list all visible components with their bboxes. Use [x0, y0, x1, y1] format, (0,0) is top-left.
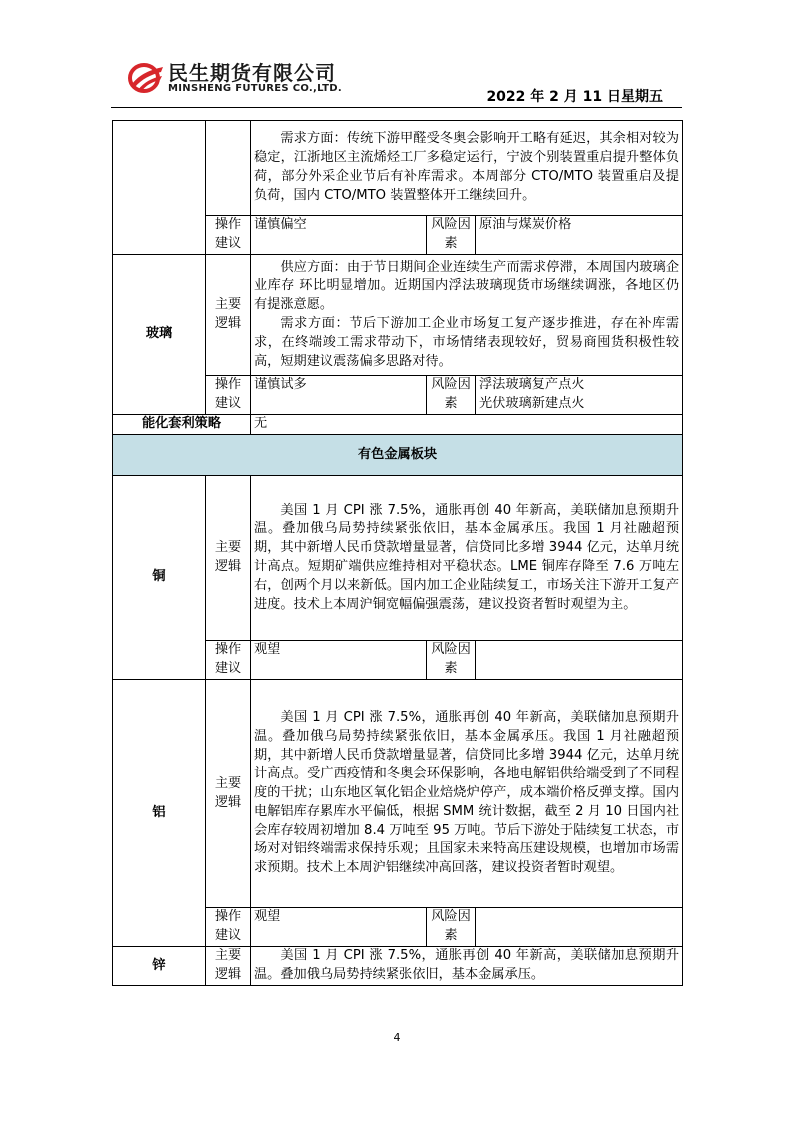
zinc-name: 锌 [113, 947, 206, 986]
aluminum-logic-row [113, 680, 683, 908]
methanol-name-cell [113, 121, 206, 255]
copper-risk-label: 风险因素 [427, 641, 476, 680]
company-name-en: MINSHENG FUTURES CO.,LTD. [168, 83, 342, 94]
glass-op-value: 谨慎试多 [251, 376, 427, 415]
glass-risk-value-2: 光伏玻璃新建点火 [479, 395, 585, 411]
company-logo [128, 57, 368, 99]
copper-logic-row [113, 476, 683, 641]
copper-name: 铜 [113, 476, 206, 680]
copper-op-label: 操作建议 [206, 641, 251, 680]
methanol-logic-text: 需求方面：传统下游甲醛受冬奥会影响开工略有延迟，其余相对较为稳定，江浙地区主流烯烃工厂多稳定运行，宁波个别装置重启提升整体负荷，部分外采企业节后有补库需求。本周部分 CTO/MTO 装置重启及提负荷，国内 CTO/MTO 装置整体开工继续回升。 [251, 121, 683, 216]
aluminum-logic-text: 美国 1 月 CPI 涨 7.5%，通胀再创 40 年新高，美联储加息预期升温。叠加俄乌局势持续紧张依旧，基本金属承压。我国 1 月社融超预期，其中新增人民币贷款增量显著，信贷同比多增 3944 亿元，达单月统计高点。受广西疫情和冬奥会环保影响，各地电解铝供给端受到了不同程度的干扰；山东地区氧化铝企业焙烧炉停产，成本端价格反弹支撑。国内电解铝库存累库水平偏低，根据 SMM 统计数据，截至 2 月 10 日国内社会库存较周初增加 8.4 万吨至 95 万吨。节后下游处于陆续复工状态，市场对对铝终端需求保持乐观；且国家未来特高压建设规模，也增加市场需求预期。技术上本周沪铝继续冲高回落，建议投资者暂时观望。 [251, 680, 683, 908]
glass-logic-label: 主要逻辑 [206, 255, 251, 376]
sector-title: 有色金属板块 [113, 435, 683, 476]
copper-logic-text: 美国 1 月 CPI 涨 7.5%，通胀再创 40 年新高，美联储加息预期升温。叠加俄乌局势持续紧张依旧，基本金属承压。我国 1 月社融超预期，其中新增人民币贷款增量显著，信贷同比多增 3944 亿元，达单月统计高点。短期矿端供应维持相对平稳状态。LME 铜库存降至 7.6 万吨左右，创两个月以来新低。国内加工企业陆续复工，市场关注下游开工复产进度。技术上本周沪铜宽幅偏强震荡，建议投资者暂时观望为主。 [251, 476, 683, 641]
glass-name: 玻璃 [113, 255, 206, 415]
glass-logic-row [113, 255, 683, 376]
aluminum-op-label: 操作建议 [206, 908, 251, 947]
energy-arb-label: 能化套利策略 [113, 415, 251, 435]
glass-supply-text: 供应方面：由于节日期间企业连续生产而需求停滞，本周国内玻璃企业库存 环比明显增加。近期国内浮法玻璃现货市场继续调涨，各地区仍有提涨意愿。 [254, 259, 680, 313]
methanol-risk-value: 原油与煤炭价格 [476, 216, 683, 255]
company-name-cn: 民生期货有限公司 [168, 61, 336, 85]
glass-risk-value-1: 浮法玻璃复产点火 [479, 377, 585, 392]
minsheng-logo-icon [128, 57, 164, 95]
glass-risk-label: 风险因素 [427, 376, 476, 415]
sector-header-row [113, 435, 683, 476]
glass-risk-cell [476, 376, 683, 415]
zinc-logic-text: 美国 1 月 CPI 涨 7.5%，通胀再创 40 年新高，美联储加息预期升温。叠加俄乌局势持续紧张依旧，基本金属承压。 [251, 947, 683, 986]
zinc-logic-row [113, 947, 683, 986]
methanol-risk-label: 风险因素 [427, 216, 476, 255]
methanol-logic-label-cell [206, 121, 251, 216]
aluminum-risk-label: 风险因素 [427, 908, 476, 947]
copper-op-value: 观望 [251, 641, 427, 680]
aluminum-risk-value [476, 908, 683, 947]
report-date: 2022 年 2 月 11 日星期五 [486, 89, 663, 105]
copper-logic-label: 主要逻辑 [206, 476, 251, 641]
energy-arb-value: 无 [251, 415, 683, 435]
methanol-logic-row [113, 121, 683, 216]
glass-demand-text: 需求方面：节后下游加工企业市场复工复产逐步推进，存在补库需求，在终端竣工需求带动下，市场情绪表现较好，贸易商囤货积极性较高，短期建议震荡偏多思路对待。 [254, 316, 680, 369]
methanol-op-value: 谨慎偏空 [251, 216, 427, 255]
page-number: 4 [393, 1031, 401, 1044]
methanol-op-label: 操作建议 [206, 216, 251, 255]
aluminum-name: 铝 [113, 680, 206, 947]
aluminum-op-value: 观望 [251, 908, 427, 947]
energy-arb-row [113, 415, 683, 435]
zinc-logic-label: 主要逻辑 [206, 947, 251, 986]
header-rule [111, 107, 682, 108]
glass-logic-cell [251, 255, 683, 376]
aluminum-logic-label: 主要逻辑 [206, 680, 251, 908]
glass-op-label: 操作建议 [206, 376, 251, 415]
strategy-table [112, 120, 683, 986]
copper-risk-value [476, 641, 683, 680]
